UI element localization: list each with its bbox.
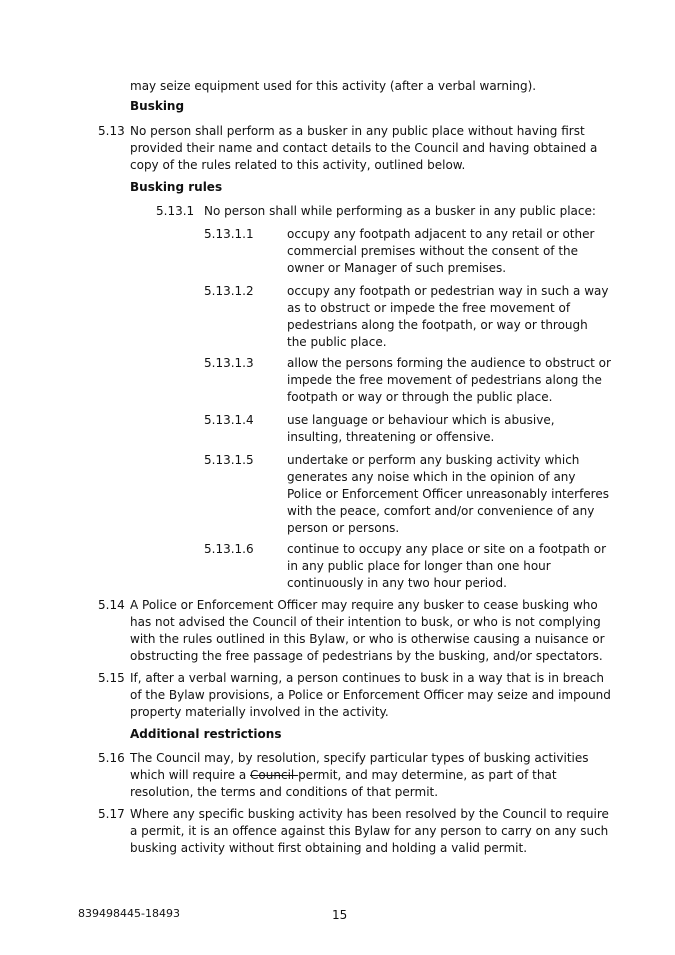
clause-number: 5.16 [98, 751, 125, 765]
subclause-line: allow the persons forming the audience to obstruct or [287, 356, 611, 370]
clause-line: has not advised the Council of their intention to busk, or who is not complying [130, 615, 601, 629]
clause-line: resolution, the terms and conditions of that permit. [130, 785, 439, 799]
subclause-line: impede the free movement of pedestrians along the [287, 373, 602, 387]
subclause-line: use language or behaviour which is abusive, [287, 413, 555, 427]
clause-line-with-strike [130, 767, 557, 784]
clause-line: property materially involved in the activity. [130, 705, 389, 719]
subclause-number: 5.13.1.6 [204, 542, 254, 556]
clause-line: obstructing the free passage of pedestrians by the busking, and/or spectators. [130, 649, 603, 663]
struck-text: Council [250, 768, 299, 782]
clause-number: 5.14 [98, 598, 125, 612]
clause-number: 5.13 [98, 124, 125, 138]
heading-busking-rules: Busking rules [130, 180, 223, 194]
clause-line: If, after a verbal warning, a person continues to busk in a way that is in breach [130, 671, 605, 685]
clause-line: Where any specific busking activity has been resolved by the Council to require [130, 807, 609, 821]
subclause-line: generates any noise which in the opinion of any [287, 470, 576, 484]
clause-line: provided their name and contact details to the Council and having obtained a [130, 141, 598, 155]
clause-line: The Council may, by resolution, specify particular types of busking activities [130, 751, 589, 765]
subclause-number: 5.13.1.4 [204, 413, 254, 427]
clause-line: No person shall while performing as a busker in any public place: [204, 204, 596, 218]
subclause-number: 5.13.1.1 [204, 227, 254, 241]
subclause-line: in any public place for longer than one hour [287, 559, 551, 573]
heading-busking: Busking [130, 99, 185, 113]
clause-line: A Police or Enforcement Officer may require any busker to cease busking who [130, 598, 598, 612]
subclause-line: occupy any footpath or pedestrian way in such a way [287, 284, 609, 298]
clause-line: with the rules outlined in this Bylaw, or who is otherwise causing a nuisance or [130, 632, 605, 646]
page-number: 15 [332, 908, 348, 922]
clause-line: of the Bylaw provisions, a Police or Enforcement Officer may seize and impound [130, 688, 611, 702]
heading-additional-restrictions: Additional restrictions [130, 727, 282, 741]
subclause-line: the public place. [287, 335, 387, 349]
subclause-line: commercial premises without the consent of the [287, 244, 579, 258]
subclause-line: as to obstruct or impede the free movement of [287, 301, 571, 315]
subclause-line: owner or Manager of such premises. [287, 261, 507, 275]
clause-line: busking activity without first obtaining and holding a valid permit. [130, 841, 528, 855]
subclause-line: undertake or perform any busking activity which [287, 453, 580, 467]
subclause-number: 5.13.1.5 [204, 453, 254, 467]
subclause-line: person or persons. [287, 521, 400, 535]
clause-number: 5.17 [98, 807, 125, 821]
subclause-line: continuously in any two hour period. [287, 576, 507, 590]
subclause-line: occupy any footpath adjacent to any retail or other [287, 227, 595, 241]
document-id: 839498445-18493 [78, 907, 180, 920]
subclause-line: footpath or way or through the public place. [287, 390, 553, 404]
clause-text: which will require a [130, 768, 251, 782]
subclause-line: pedestrians along the footpath, or way or through [287, 318, 588, 332]
subclause-number: 5.13.1.3 [204, 356, 254, 370]
clause-text: permit, and may determine, as part of that [298, 768, 557, 782]
clause-line: a permit, it is an offence against this Bylaw for any person to carry on any such [130, 824, 609, 838]
clause-number: 5.13.1 [156, 204, 195, 218]
subclause-number: 5.13.1.2 [204, 284, 254, 298]
subclause-line: with the peace, comfort and/or convenience of any [287, 504, 595, 518]
subclause-line: Police or Enforcement Officer unreasonably interferes [287, 487, 609, 501]
clause-line: copy of the rules related to this activity, outlined below. [130, 158, 466, 172]
clause-line: No person shall perform as a busker in any public place without having first [130, 124, 585, 138]
subclause-line: insulting, threatening or offensive. [287, 430, 495, 444]
clause-number: 5.15 [98, 671, 125, 685]
intro-text: may seize equipment used for this activity (after a verbal warning). [130, 79, 537, 93]
subclause-line: continue to occupy any place or site on a footpath or [287, 542, 606, 556]
